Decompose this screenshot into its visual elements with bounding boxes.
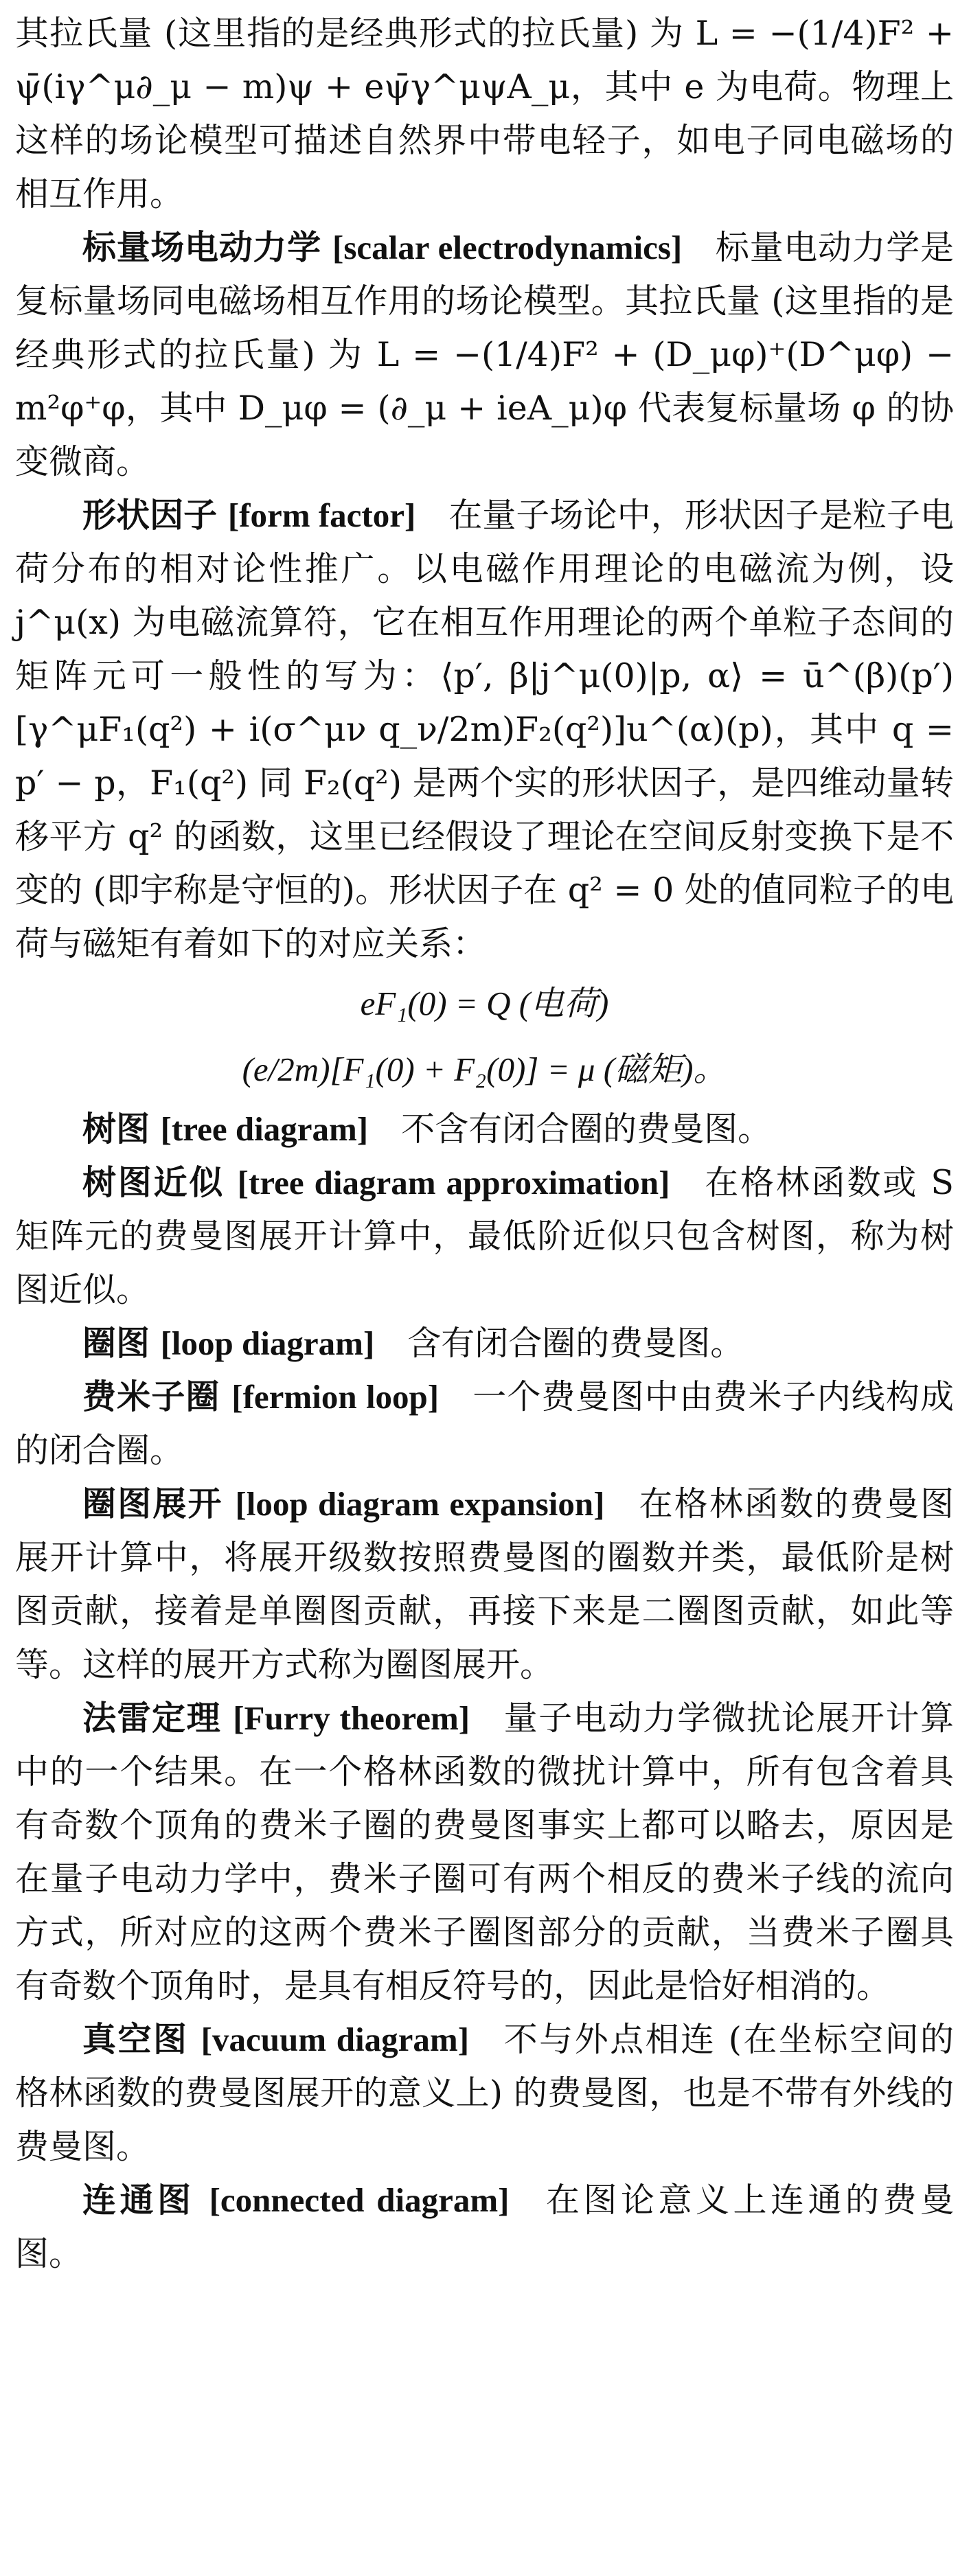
entry-tree-diagram-approximation: [15, 1156, 954, 1317]
entry-text: 在图论意义上连通的费曼图。: [15, 2181, 954, 2273]
entry-furry-theorem: [15, 1692, 954, 2013]
entry-term-en: [scalar electrodynamics]: [332, 229, 683, 266]
entry-tree-diagram: [15, 1103, 954, 1156]
entry-term-zh: 圈图: [82, 1324, 150, 1363]
entry-term-zh: 标量场电动力学: [82, 228, 321, 267]
entry-loop-diagram-expansion: [15, 1477, 954, 1692]
entry-form-factor: [15, 489, 954, 971]
entry-connected-diagram: [15, 2174, 954, 2281]
entry-term-en: [connected diagram]: [209, 2181, 510, 2219]
entry-term-zh: 树图近似: [82, 1163, 225, 1202]
entry-text: 不与外点相连 (在坐标空间的格林函数的费曼图展开的意义上) 的费曼图，也是不带有外线的费曼图。: [15, 2020, 954, 2166]
entry-term-zh: 连通图: [82, 2181, 195, 2220]
entry-term-zh: 法雷定理: [82, 1699, 222, 1738]
entry-text: 量子电动力学微扰论展开计算中的一个结果。在一个格林函数的微扰计算中，所有包含着具有奇数个顶角的费米子圈的费曼图事实上都可以略去，原因是在量子电动力学中，费米子圈可有两个相反的费米子线的流向方式，所对应的这两个费米子圈图部分的贡献，当费米子圈具有奇数个顶角时，是具有相反符号的，因此是恰好相消的。: [15, 1699, 954, 2005]
entry-term-zh: 形状因子: [82, 496, 218, 535]
equation-magnetic-moment: (e/2m)[F₁(0) + F₂(0)] = μ (磁矩)。: [242, 1050, 727, 1088]
entry-text: 在格林函数的费曼图展开计算中，将展开级数按照费曼图的圈数并类，最低阶是树图贡献，接着是单圈图贡献，再接下来是二圈图贡献，如此等等。这样的展开方式称为圈图展开。: [15, 1484, 954, 1684]
entry-term-en: [vacuum diagram]: [201, 2021, 470, 2058]
entry-text: 不含有闭合圈的费曼图。: [401, 1109, 772, 1149]
entry-vacuum-diagram: [15, 2013, 954, 2174]
entry-term-zh: 树图: [82, 1109, 150, 1149]
entry-term-en: [form factor]: [227, 496, 416, 534]
entry-text: 在量子场论中，形状因子是粒子电荷分布的相对论性推广。以电磁作用理论的电磁流为例，设 j^μ(x) 为电磁流算符，它在相互作用理论的两个单粒子态间的矩阵元可一般性的写为：⟨p′, β|j^μ(0)|p, α⟩ = ū^(β)(p′)[γ^μF₁(q²) + i(σ^μν q_ν/2m)F₂(q²)]u^(α)(p)，其中 q = p′ − p，F₁(q²) 同 F₂(q²) 是两个实的形状因子，是四维动量转移平方 q² 的函数，这里已经假设了理论在空间反射变换下是不变的 (即宇称是守恒的)。形状因子在 q² = 0 处的值同粒子的电荷与磁矩有着如下的对应关系：: [15, 496, 954, 963]
intro-paragraph: 其拉氏量 (这里指的是经典形式的拉氏量) 为 L = −(1/4)F² + ψ̄(iγ^μ∂_μ − m)ψ + eψ̄γ^μψA_μ，其中 e 为电荷。物理上这样的场论模型可描述自然界中带电轻子，如电子同电磁场的相互作用。: [15, 14, 954, 214]
entry-text: 在格林函数或 S 矩阵元的费曼图展开计算中，最低阶近似只包含树图，称为树图近似。: [15, 1163, 954, 1309]
entry-text: 一个费曼图中由费米子内线构成的闭合圈。: [15, 1377, 954, 1470]
equation-charge: eF₁(0) = Q (电荷): [360, 985, 609, 1022]
entry-scalar-electrodynamics: [15, 221, 954, 489]
entry-loop-diagram: [15, 1317, 954, 1370]
entry-text: 含有闭合圈的费曼图。: [407, 1324, 744, 1363]
entry-term-en: [tree diagram approximation]: [237, 1164, 670, 1201]
entry-term-zh: 圈图展开: [82, 1484, 223, 1523]
entry-fermion-loop: [15, 1370, 954, 1477]
entry-term-en: [tree diagram]: [160, 1110, 369, 1148]
entry-term-zh: 真空图: [82, 2020, 189, 2059]
entry-term-en: [Furry theorem]: [233, 1699, 470, 1737]
entry-term-zh: 费米子圈: [82, 1377, 220, 1416]
entry-text: 标量电动力学是复标量场同电磁场相互作用的场论模型。其拉氏量 (这里指的是经典形式的拉氏量) 为 L = −(1/4)F² + (D_μφ)⁺(D^μφ) − m²φ⁺φ，其中 D_μφ = (∂_μ + ieA_μ)φ 代表复标量场 φ 的协变微商。: [15, 228, 954, 481]
entry-term-en: [loop diagram expansion]: [235, 1485, 605, 1523]
entry-term-en: [fermion loop]: [231, 1378, 440, 1416]
entry-term-en: [loop diagram]: [160, 1324, 375, 1362]
